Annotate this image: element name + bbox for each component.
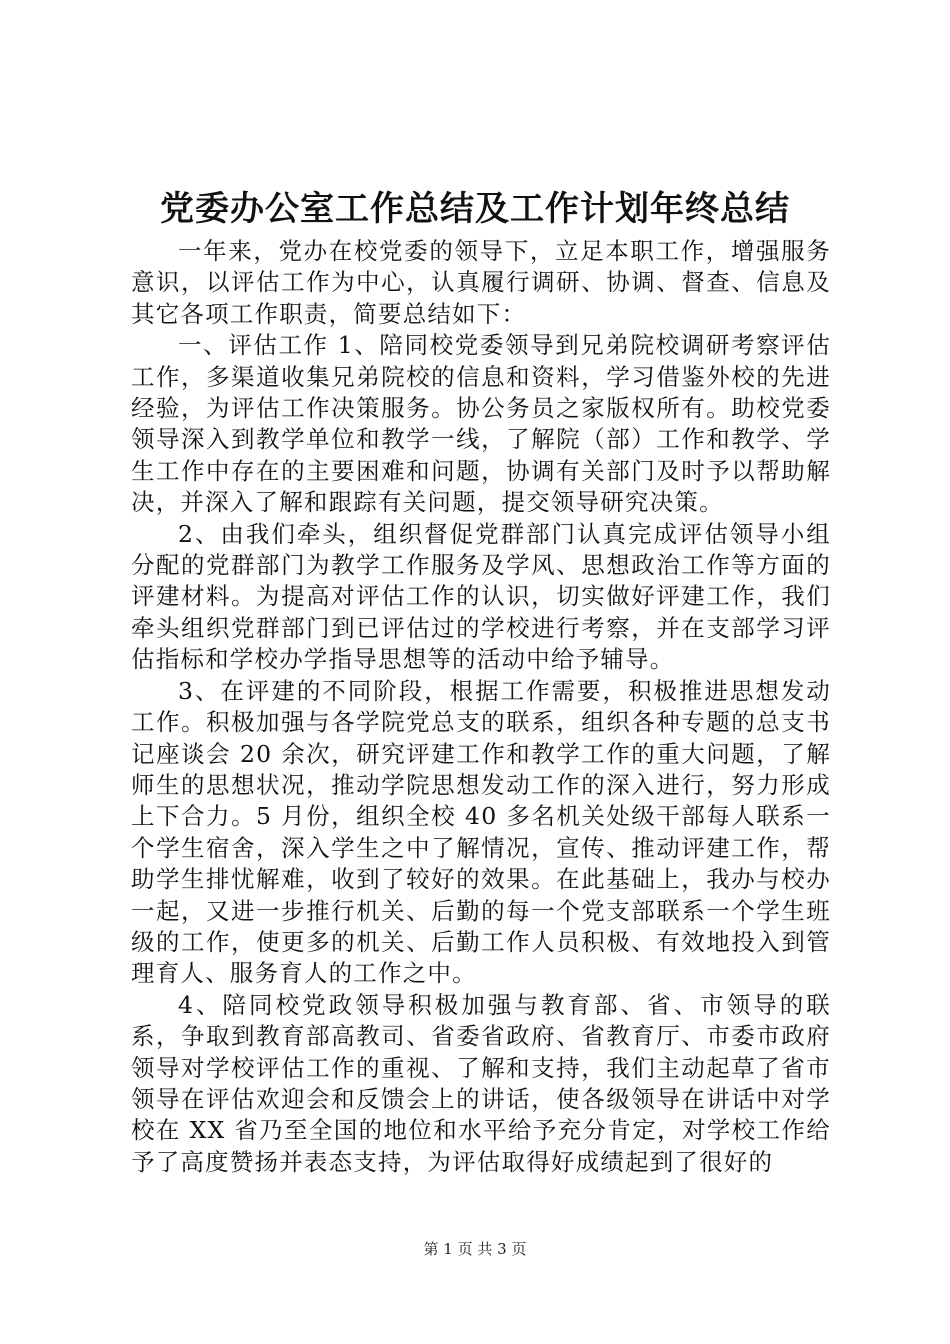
paragraph-section-1: 一、评估工作 1、陪同校党委领导到兄弟院校调研考察评估工作，多渠道收集兄弟院校的信息和资料，学习借鉴外校的先进经验，为评估工作决策服务。协公务员之家版权所有。助校党委领导深入到教学单位和教学一线，了解院（部）工作和教学、学生工作中存在的主要困难和问题，协调有关部门及时予以帮助解决，并深入了解和跟踪有关问题，提交领导研究决策。 bbox=[131, 331, 831, 517]
page-footer: 第 1 页 共 3 页 bbox=[423, 1240, 527, 1258]
document-title: 党委办公室工作总结及工作计划年终总结 bbox=[160, 189, 790, 229]
paragraph-intro: 一年来，党办在校党委的领导下，立足本职工作，增强服务意识，以评估工作为中心，认真履行调研、协调、督查、信息及其它各项工作职责，简要总结如下： bbox=[131, 237, 831, 328]
document-body bbox=[131, 236, 831, 1178]
paragraph-item-4: 4、陪同校党政领导积极加强与教育部、省、市领导的联系，争取到教育部高教司、省委省政府、省教育厅、市委市政府领导对学校评估工作的重视、了解和支持，我们主动起草了省市领导在评估欢迎会和反馈会上的讲话，使各级领导在讲话中对学校在 XX 省乃至全国的地位和水平给予充分肯定，对学校工作给予了高度赞扬并表态支持，为评估取得好成绩起到了很好的 bbox=[131, 990, 831, 1176]
paragraph-item-3: 3、在评建的不同阶段，根据工作需要，积极推进思想发动工作。积极加强与各学院党总支的联系，组织各种专题的总支书记座谈会 20 余次，研究评建工作和教学工作的重大问题，了解师生的思想状况，推动学院思想发动工作的深入进行，努力形成上下合力。5 月份，组织全校 40 多名机关处级干部每人联系一个学生宿舍，深入学生之中了解情况，宣传、推动评建工作，帮助学生排忧解难，收到了较好的效果。在此基础上，我办与校办一起，又进一步推行机关、后勤的每一个党支部联系一个学生班级的工作，使更多的机关、后勤工作人员积极、有效地投入到管理育人、服务育人的工作之中。 bbox=[131, 676, 831, 988]
paragraph-item-2: 2、由我们牵头，组织督促党群部门认真完成评估领导小组分配的党群部门为教学工作服务及学风、思想政治工作等方面的评建材料。为提高对评估工作的认识，切实做好评建工作，我们牵头组织党群部门到已评估过的学校进行考察，并在支部学习评估指标和学校办学指导思想等的活动中给予辅导。 bbox=[131, 519, 831, 674]
